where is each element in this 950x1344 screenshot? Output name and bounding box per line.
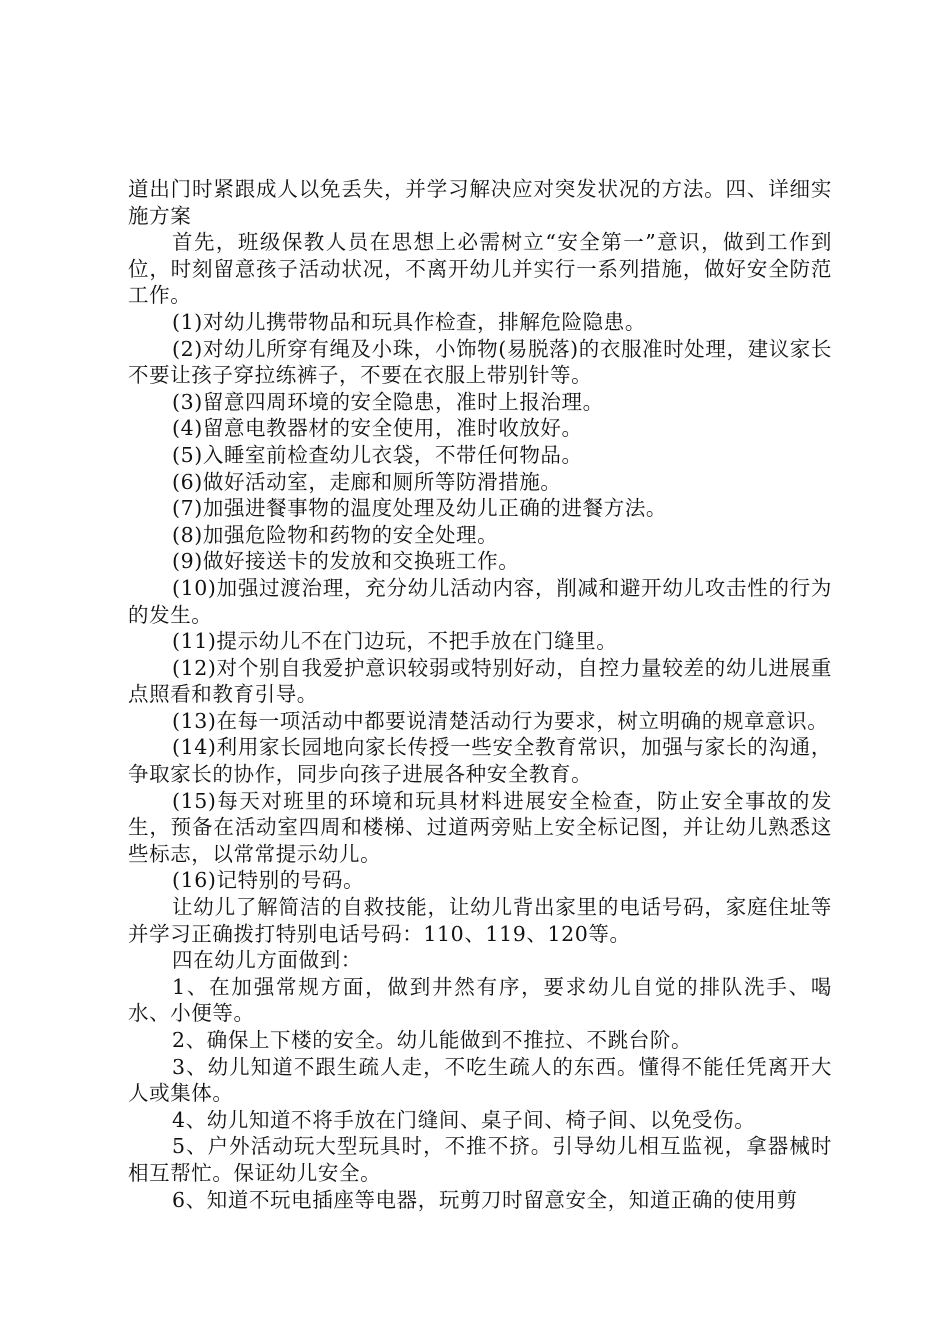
- numbered-item-6: 6、知道不玩电插座等电器，玩剪刀时留意安全，知道正确的使用剪: [172, 1187, 798, 1212]
- list-item-4: (4)留意电教器材的安全使用，准时收放好。: [172, 416, 583, 441]
- paragraph-continuation: 道出门时紧跟成人以免丢失，并学习解决应对突发状况的方法。四、详细实施方案: [128, 177, 832, 228]
- document-body: [128, 176, 832, 1213]
- list-item-14: (14)利用家长园地向家长传授一些安全教育常识，加强与家长的沟通，争取家长的协作，同步向孩子进展各种安全教育。: [128, 735, 832, 787]
- list-item-9: (9)做好接送卡的发放和交换班工作。: [172, 549, 520, 574]
- paragraph-self-rescue: 让幼儿了解简洁的自救技能，让幼儿背出家里的电话号码，家庭住址等并学习正确拨打特别电话号码：110、119、120等。: [128, 895, 832, 946]
- list-item-6: (6)做好活动室，走廊和厕所等防滑措施。: [172, 469, 562, 494]
- list-item-10: (10)加强过渡治理，充分幼儿活动内容，削减和避开幼儿攻击性的行为的发生。: [128, 575, 832, 627]
- list-item-2: (2)对幼儿所穿有绳及小珠，小饰物(易脱落)的衣服准时处理，建议家长不要让孩子穿拉练裤子，不要在衣服上带别针等。: [128, 336, 832, 388]
- list-item-1: (1)对幼儿携带物品和玩具作检查，排解危险隐患。: [172, 309, 646, 334]
- list-item-5: (5)入睡室前检查幼儿衣袋，不带任何物品。: [172, 442, 583, 467]
- numbered-item-5: 5、户外活动玩大型玩具时，不推不挤。引导幼儿相互监视，拿器械时相互帮忙。保证幼儿安全。: [128, 1134, 832, 1185]
- numbered-item-2: 2、确保上下楼的安全。幼儿能做到不推拉、不跳台阶。: [172, 1028, 693, 1052]
- numbered-item-4: 4、幼儿知道不将手放在门缝间、桌子间、椅子间、以免受伤。: [172, 1107, 756, 1132]
- list-item-8: (8)加强危险物和药物的安全处理。: [172, 522, 499, 547]
- numbered-item-1: 1、在加强常规方面，做到井然有序，要求幼儿自觉的排队洗手、喝水、小便等。: [128, 974, 832, 1026]
- paragraph-intro: 首先，班级保教人员在思想上必需树立“安全第一”意识，做到工作到位，时刻留意孩子活动状况，不离开幼儿并实行一系列措施，做好安全防范工作。: [128, 230, 832, 308]
- section-heading: 四在幼儿方面做到：: [172, 948, 362, 973]
- list-item-15: (15)每天对班里的环境和玩具材料进展安全检查，防止安全事故的发生，预备在活动室四周和楼梯、过道两旁贴上安全标记图，并让幼儿熟悉这些标志，以常常提示幼儿。: [128, 788, 832, 866]
- list-item-12: (12)对个别自我爱护意识较弱或特别好动，自控力量较差的幼儿进展重点照看和教育引导。: [128, 655, 832, 707]
- list-item-3: (3)留意四周环境的安全隐患，准时上报治理。: [172, 389, 604, 414]
- list-item-11: (11)提示幼儿不在门边玩，不把手放在门缝里。: [172, 629, 618, 654]
- numbered-item-3: 3、幼儿知道不跟生疏人走，不吃生疏人的东西。懂得不能任凭离开大人或集体。: [128, 1054, 832, 1106]
- list-item-7: (7)加强进餐事物的温度处理及幼儿正确的进餐方法。: [172, 496, 668, 521]
- list-item-16: (16)记特别的号码。: [172, 868, 365, 893]
- list-item-13: (13)在每一项活动中都要说清楚活动行为要求，树立明确的规章意识。: [172, 708, 829, 733]
